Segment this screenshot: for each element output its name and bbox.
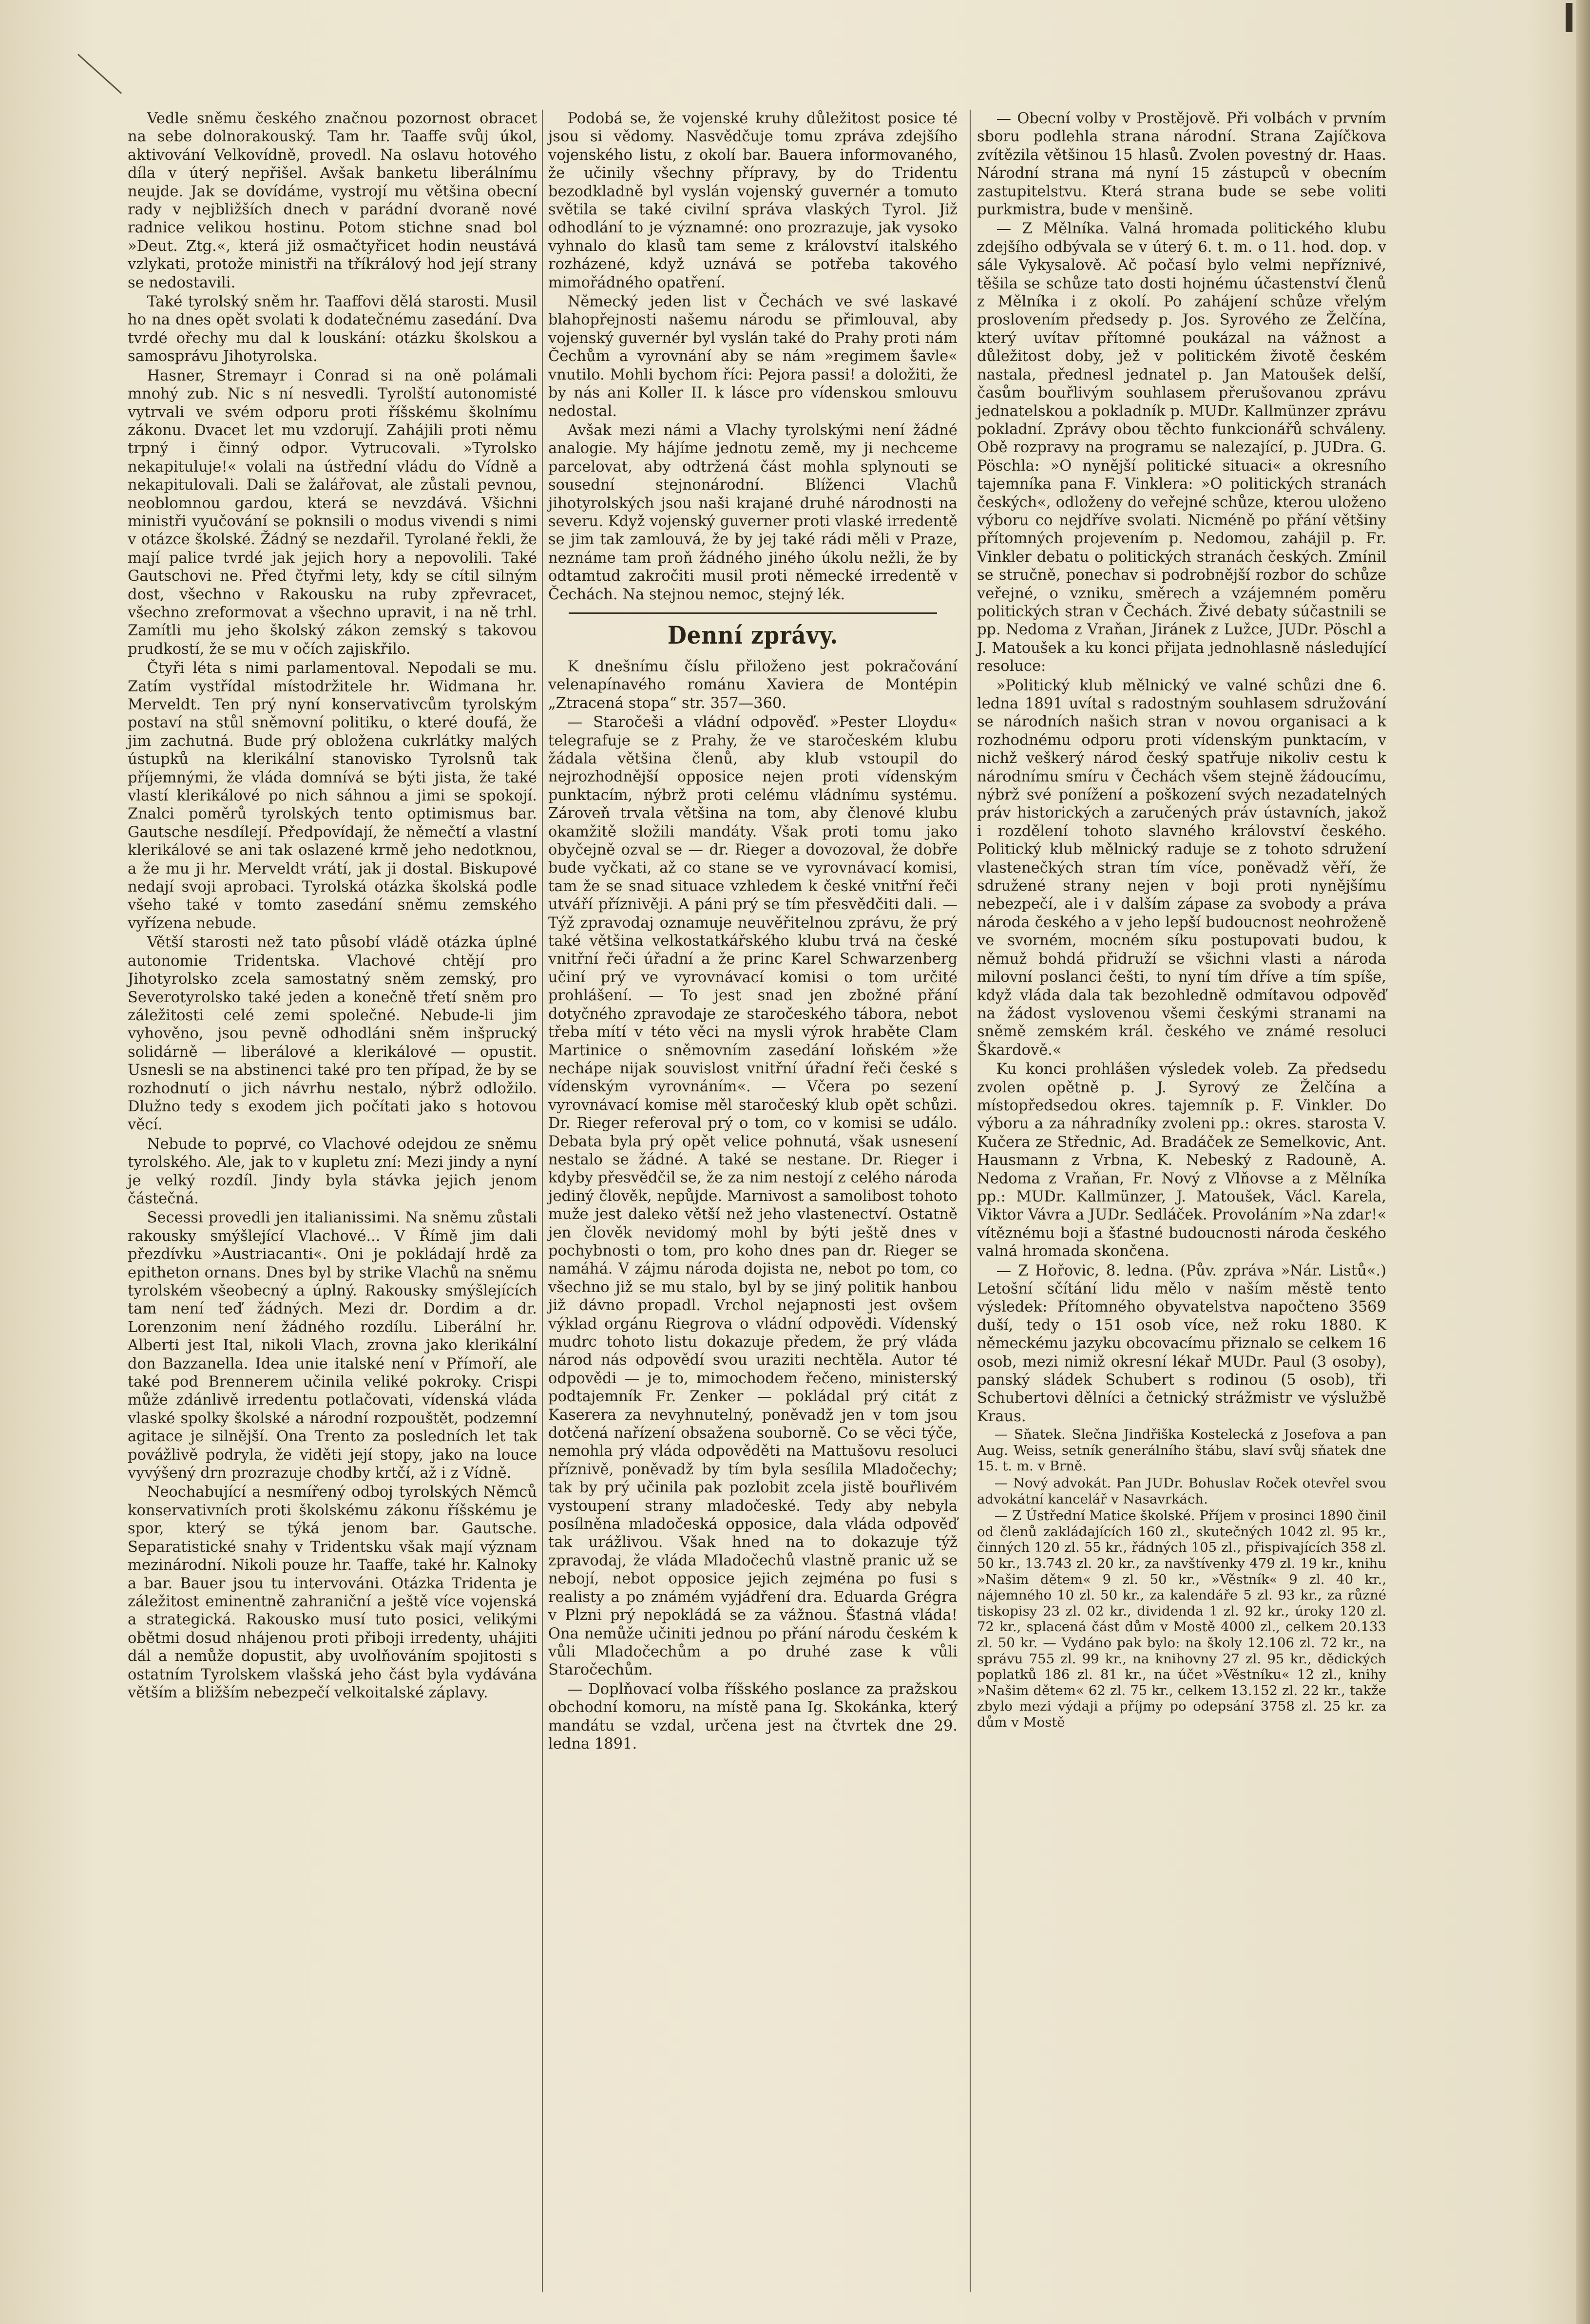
news-item: — Obecní volby v Prostějově. Při volbách v prvním sboru podlehla strana národní. Strana Zajíčkova zvítězila většinou 15 hlasů. Zvolen povestný dr. Haas. Národní strana má nyní 15 zástupců v obecním zastupitelstvu. Která strana bude se sebe voliti purkmistra, bude v menšině. [977, 110, 1386, 219]
paragraph: Neochabující a nesmířený odboj tyrolských Němců konservativních proti školskému zákonu říšskému je spor, který se týká jenom bar. Gautsche. Separatistické snahy v Tridentsku však mají význam mezinárodní. Nikoli pouze hr. Taaffe, také hr. Kalnoky a bar. Bauer jsou tu intervováni. Otázka Tridenta je záležitost eminentně zahraniční a ještě více vojenská a strategická. Rakousko musí tuto posici, velikými obětmi dosud nhájenou proti přiboji irredenty, uhájiti dál a nemůže dopustit, aby uvolňováním spojitosti s ostatním Tyrolskem vlašská jeho část byla vydávána větším a bližším nebezpečí velkoitalské záplavy. [128, 1484, 537, 1701]
news-item: — Z Mělníka. Valná hromada politického klubu zdejšího odbývala se v úterý 6. t. m. o 11. hod. dop. v sále Vykysalově. Ač počasí bylo velmi nepříznivé, těšila se schůze tato dosti hojnému účastenství členů z Mělníka i z okolí. Po zahájení schůze vřelým proslovením předsedy p. Jos. Syrového ze Želčína, který uvítav přítomné poukázal na vážnost a důležitost doby, jež v politickém životě českém nastala, přednesl jednatel p. Jan Matoušek delší, časům bouřlivým souhlasem přerušovanou zprávu jednatelskou a pokladník p. MUDr. Kallmünzer zprávu pokladní. Zprávy obou těchto funkcionářů schváleny. Obě rozpravy na programu se nalezající, p. JUDra. G. Pöschla: »O nynější politické situaci« a okresního tajemníka pana F. Vinklera: »O politických stranách českých«, odloženy do veřejné schůze, kterou uloženo výboru co nejdříve svolati. Nicméně po přání většiny přítomných projevením p. Nedomou, zahájil p. Fr. Vinkler debatu o politických stranách českých. Zmínil se stručně, ponechav si podrobnější rozbor do schůze veřejné, o vzniku, směrech a vzájemném poměru politických stran v Čechách. Živé debaty súčastnili se pp. Nedoma z Vraňan, Jiránek z Lužce, JUDr. Pöschl a J. Matoušek a ku konci přijata jednohlasně následující resoluce: [977, 220, 1386, 675]
news-item-small: — Nový advokát. Pan JUDr. Bohuslav Roček otevřel svou advokátní kancelář v Nasavrkách. [977, 1475, 1386, 1507]
news-item: K dnešnímu číslu přiloženo jest pokračování velenapínavého románu Xaviera de Montépin „Ztracená stopa“ str. 357—360. [548, 658, 958, 712]
news-item: — Z Hořovic, 8. ledna. (Pův. zpráva »Nár. Listů«.) Letošní sčítání lidu mělo v naším městě tento výsledek: Přítomného obyvatelstva napočteno 3569 duší, tedy o 151 osob více, než roku 1880. K německému jazyku obcovacímu přiznalo se celkem 16 osob, mezi nimiž okresní lékař MUDr. Paul (3 osoby), panský sládek Schubert s rodinou (5 osob), tři Schubertovi dělníci a četnický strážmistr ve výslužbě Kraus. [977, 1262, 1386, 1425]
paragraph: Hasner, Stremayr i Conrad si na oně polámali mnohý zub. Nic s ní nesvedli. Tyrolští autonomisté vytrvali ve svém odporu proti říšskému školnímu zákonu. Dvacet let mu vzdorují. Zahájili proti němu trpný i činný odpor. Vytrucovali. »Tyrolsko nekapituluje!« volali na ústřední vládu do Vídně a nekapitulovali. Dali se žalářovat, ale zůstali pevnou, neoblomnou gardou, která se nevzdává. Všichni ministři vyučování se poknsili o modus vivendi s nimi v otázce školské. Žádný se nezdařil. Tyrolané řekli, že mají palice tvrdé jak jejich hory a nepovolili. Také Gautschovi ne. Před čtyřmi lety, kdy se cítil silným dost, všechno v Rakousku na ruby zpřevracet, všechno zreformovat a všechno upravit, i na ně trhl. Zamítli mu jeho školský zákon zemský s takovou prudkostí, že se mu v očích zajiskřilo. [128, 367, 537, 658]
news-item: — Staročeši a vládní odpověď. »Pester Lloydu« telegrafuje se z Prahy, že ve staročeském klubu žádala většina členů, aby klub vstoupil do nejrozhodnější opposice nejen proti vídenským punktacím, nýbrž proti celému vládnímu systému. Zároveň trvala většina na tom, aby členové klubu okamžitě složili mandáty. Však proti tomu jako obyčejně ozval se — dr. Rieger a dovozoval, že dobře bude vyčkati, až co stane se ve vyrovnávací komisi, tam že se snad situace vzhledem k české vnitřní řeči utváří příznivěji. A páni prý se tím přesvědčiti dali. — Týž zpravodaj oznamuje neuvěřitelnou zprávu, že prý také většina velkostatkářského klubu trvá na české vnitřní řeči úřadní a že princ Karel Schwarzenberg učiní prý ve vyrovnávací komisi o tom určité prohlášení. — To jest snad jen zbožné přání dotyčného zpravodaje ze staročeského tábora, nebot třeba mítí v této věci na mysli výrok hraběte Clam Martinice o sněmovním zasedání loňském »že nechápe nijak souvislost vnitřní úřadní řeči české s vídenským vyrovnáním«. — Včera po sezení vyrovnávací komise měl staročeský klub opět schůzi. Dr. Rieger referoval prý o tom, co v komisi se událo. Debata byla prý opět velice pohnutá, však usnesení nestalo se žádné. A také se nestane. Dr. Rieger i kdyby přesvědčil se, že za nim nestojí z celého národa jediný člověk, nepůjde. Marnivost a samolibost tohoto muže jest daleko větší než jeho vlastenectví. Ostatně jen člověk nevidomý mohl by býti ještě dnes v pochybnosti o tom, pro koho dnes pan dr. Rieger se namáhá. V zájmu národa dojista ne, nebot po tom, co všechno již se mu stalo, byl by se jiný politik hanbou již dávno propadl. Vrchol nejapnosti jest ovšem výklad orgánu Riegrova o vládní odpovědi. Vídenský mudrc tohoto listu dokazuje předem, že prý vláda národ nás odpovědí svou uraziti nechtěla. Autor té odpovědi — je to, mimochodem řečeno, ministerský podtajemník Fr. Zenker — pokládal prý citát z Kaserera za nevyhnutelný, poněvadž jen v tom jsou dotčená nařízení obsažena souborně. Co se věci týče, nemohla prý vláda odpověděti na Mattušovu resoluci příznivě, poněvadž by tím byla sesílila Mladočechy; tak by prý učinila pak pozlobit zcela jistě bouřlivém vystoupení strany mladočeské. Tedy aby nebyla posílněna mladočeská opposice, dala vláda odpověď tak urážlivou. Však hned na to dokazuje týž zpravodaj, že vláda Mladočechů vlastně pranic už se nebojí, nebot opposice jejich zejména po fusi s realisty a po známém vyjádření dra. Eduarda Grégra v Plzni prý nepokládá se za vážnou. Šťastná vláda! Ona nemůže učiniti jednou po přání národu českém k vůli Mladočechům a po druhé zase k vůli Staročechům. [548, 714, 958, 1679]
column-rule [970, 110, 971, 2292]
column-rule [542, 110, 543, 2292]
column-1 [128, 110, 537, 1702]
section-heading: Denní zprávy. [569, 612, 937, 650]
page-edge [1576, 0, 1590, 2324]
column-2 [548, 110, 958, 1753]
paragraph: Vedle sněmu českého značnou pozornost obracet na sebe dolnorakouský. Tam hr. Taaffe svůj úkol, aktivování Velkovídně, provedl. Na oslavu hotového díla v úterý nepřišel. Avšak banketu liberálnímu neujde. Jak se dovídáme, vystrojí mu většina obecní rady v nejbližších dnech v parádní dvoraně nové radnice velikou hostinu. Potom stichne snad bol »Deut. Ztg.«, která již osmačtyřicet hodin neustává vzlykati, protože ministři na tříkrálový hod její strany se nedostavili. [128, 110, 537, 291]
paragraph: Avšak mezi námi a Vlachy tyrolskými není žádné analogie. My hájíme jednotu země, my ji nechceme parcelovat, aby odtržená část mohla splynouti se sousední stejnonárodní. Blíženci Vlachů jihotyrolských jsou naši krajané druhé národnosti na severu. Když vojenský guverner proti vlaské irredentě se jim tak zamlouvá, že by jej také rádi měli v Praze, neznáme tam proň žádného jiného úkolu nežli, že by odtamtud zakročiti musil proti německé irredentě v Čechách. Na stejnou nemoc, stejný lék. [548, 421, 958, 603]
news-item-small: — Z Ústřední Matice školské. Příjem v prosinci 1890 činil od členů zakládajících 160 zl., skutečných 1042 zl. 95 kr., činných 120 zl. 55 kr., řádných 105 zl., přispivajících 358 zl. 50 kr., 13.743 zl. 20 kr., za navštívenky 479 zl. 19 kr., knihu »Našim dětem« 9 zl. 50 kr., »Věstník« 9 zl. 40 kr., nájemného 10 zl. 50 kr., za kalendáře 5 zl. 93 kr., za různé tiskopisy 23 zl. 02 kr., dividenda 1 zl. 92 kr., úroky 120 zl. 72 kr., splacená část dům v Mostě 4000 zl., celkem 20.133 zl. 50 kr. — Vydáno pak bylo: na školy 12.106 zl. 72 kr., na správu 755 zl. 99 kr., na knihovny 27 zl. 95 kr., dědických poplatků 186 zl. 81 kr., na účet »Věstníku« 12 zl., knihy »Našim dětem« 62 zl. 75 kr., celkem 13.152 zl. 22 kr., takže zbylo mezi výdaji a příjmy po odepsání 3758 zl. 25 kr. za dům v Mostě [977, 1508, 1386, 1730]
news-item-small: — Sňatek. Slečna Jindřiška Kostelecká z Josefova a pan Aug. Weiss, setník generálního štábu, slaví svůj sňatek dne 15. t. m. v Brně. [977, 1427, 1386, 1474]
resolution-text: »Politický klub mělnický ve valné schůzi dne 6. ledna 1891 uvítal s radostným souhlasem sdružování se národních našich stran v novou organisaci a k rozhodnému odporu proti vídenským punktacím, v nichž veškerý národ český spatřuje nikoliv cestu k národnímu smíru v Čechách všem stejně žádoucímu, nýbrž své ponížení a poškození svých nezadatelných práv historických a zaručených práv ústavních, jakož i rozdělení tohoto slavného království českého. Politický klub mělnický raduje se z tohoto sdružení vlastenečkých stran tím více, poněvadž věří, že sdružené strany nejen v boji proti nynějšímu nebezpečí, ale i v dalším zápase za svobody a práva národa českého a v jeho lepší budoucnost neohroženě ve svorném, mocném síku postupovati budou, k němuž bohdá přidruží se všichni vlasti a národa milovní poslanci češti, to nyní tím dříve a tím spíše, když vláda dala tak bezohledně odmítavou odpověď na žádost vyslovenou všemi českými stranami na sněmě zemském král. českého ve známé resoluci Škardově.« [977, 677, 1386, 1059]
paragraph: Čtyři léta s nimi parlamentoval. Nepodali se mu. Zatím vystřídal místodržitele hr. Widmana hr. Merveldt. Ten prý nyní konservativcům tyrolským postaví na stůl sněmovní politiku, o které doufá, že jim zachutná. Bude prý obložena cukrlátky malých ústupků na klerikální stanovisko Tyrolsnů tak příjemnými, že vláda domnívá se býti jista, že také vlastí klerikálové po nich sáhnou a jimi se spokojí. Znalci poměrů tyrolských tento optimismus bar. Gautsche nesdílejí. Předpovídají, že němečtí a vlastní klerikálové se ani tak oslazené krmě jeho nedotknou, a že mu ji hr. Merveldt vrátí, jak ji dostal. Biskupové nedají svoji aprobaci. Tyrolská otázka školská podle všeho také v tomto zasedání sněmu zemského vyřízena nebude. [128, 660, 537, 932]
paragraph: Secessi provedli jen italianissimi. Na sněmu zůstali rakousky smýšlející Vlachové... V Římě jim dali přezdívku »Austriacanti«. Oni je pokládají hrdě za epitheton ornans. Dnes byl by strike Vlachů na sněmu tyrolském všeobecný a úplný. Rakousky smýšlejících tam není teď žádných. Mezi dr. Dordim a dr. Lorenzonim není žádného rozdílu. Liberální hr. Alberti jest Ital, nikoli Vlach, zrovna jako klerikální don Bazzanella. Idea unie italské není v Přímoří, ale také pod Brennerem učinila veliké pokroky. Crispi může zdánlivě irredentu potlačovati, vídenská vláda vlaské spolky školské a národní rozpouštět, podzemní agitace je silnější. Ona Trento za posledních let tak povážlivě podryla, že viděti její stopy, jako na louce vyvýšený drn prozrazuje chodby krtčí, až i z Vídně. [128, 1209, 537, 1482]
paragraph: Větší starosti než tato působí vládě otázka úplné autonomie Tridentska. Vlachové chtějí pro Jihotyrolsko zcela samostatný sněm zemský, pro Severotyrolsko také jeden a konečně třetí sněm pro záležitosti celé zemi společné. Nebude-li jim vyhověno, jsou pevně odhodláni sněm inšprucký solidárně — liberálové a klerikálové — opustit. Usnesli se na abstinenci také pro ten případ, že by se rozhodnutí o jich návrhu nestalo, nýbrž odložilo. Dlužno tedy s exodem jich počítati jako s hotovou věcí. [128, 934, 537, 1134]
corner-scratch [77, 54, 122, 94]
edge-mark [1566, 3, 1572, 32]
column-3 [977, 110, 1386, 1731]
paragraph: Také tyrolský sněm hr. Taaffovi dělá starosti. Musil ho na dnes opět svolati k dodatečnému zasedání. Dva tvrdé ořechy mu dal k louskání: otázku školskou a samosprávu Jihotyrolska. [128, 293, 537, 365]
paragraph: Podobá se, že vojenské kruhy důležitost posice té jsou si vědomy. Nasvědčuje tomu zpráva zdejšího vojenského listu, z okolí bar. Bauera informovaného, že učinily všechny přípravy, by do Tridentu bezodkladně byl vyslán vojenský guvernér a tomuto světila se také civilní správa vlaských Tyrol. Již odhodlání to je významné: ono prozrazuje, jak vysoko vyhnalo do klasů tam seme z království italského rozházené, když uznává se potřeba takového mimořádného opatření. [548, 110, 958, 291]
news-item: Ku konci prohlášen výsledek voleb. Za předsedu zvolen opětně p. J. Syrový ze Želčína a místopředsedou okres. tajemník p. F. Vinkler. Do výboru a za náhradníky zvoleni pp.: okres. starosta V. Kučera ze Střednic, Ad. Bradáček ze Semelkovic, Ant. Hausmann z Vrbna, K. Nebeský z Radouně, A. Nedoma z Vraňan, Fr. Nový z Vlňovse a z Mělníka pp.: MUDr. Kallmünzer, J. Matoušek, Václ. Karela, Viktor Vávra a JUDr. Sedláček. Provoláním »Na zdar!« vítěznému boji a šťastné budoucnosti národa českého valná hromada skončena. [977, 1061, 1386, 1260]
paragraph: Německý jeden list v Čechách ve své laskavé blahopřejnosti našemu národu se přimlouval, aby vojenský guvernér byl vyslán také do Prahy proti nám Čechům a vyrovnání aby se nám »regimem šavle« vnutilo. Mohli bychom říci: Pejora passi! a doložiti, že by nás ani Koller II. k lásce pro vídenskou smlouvu nedostal. [548, 293, 958, 420]
news-item: — Doplňovací volba říšského poslance za pražskou obchodní komoru, na místě pana Ig. Skokánka, který mandátu se vzdal, určena jest na čtvrtek dne 29. ledna 1891. [548, 1680, 958, 1753]
paragraph: Nebude to poprvé, co Vlachové odejdou ze sněmu tyrolského. Ale, jak to v kupletu zní: Mezi jindy a nyní je velký rozdíl. Jindy byla stávka jejich jenom částečná. [128, 1135, 537, 1207]
